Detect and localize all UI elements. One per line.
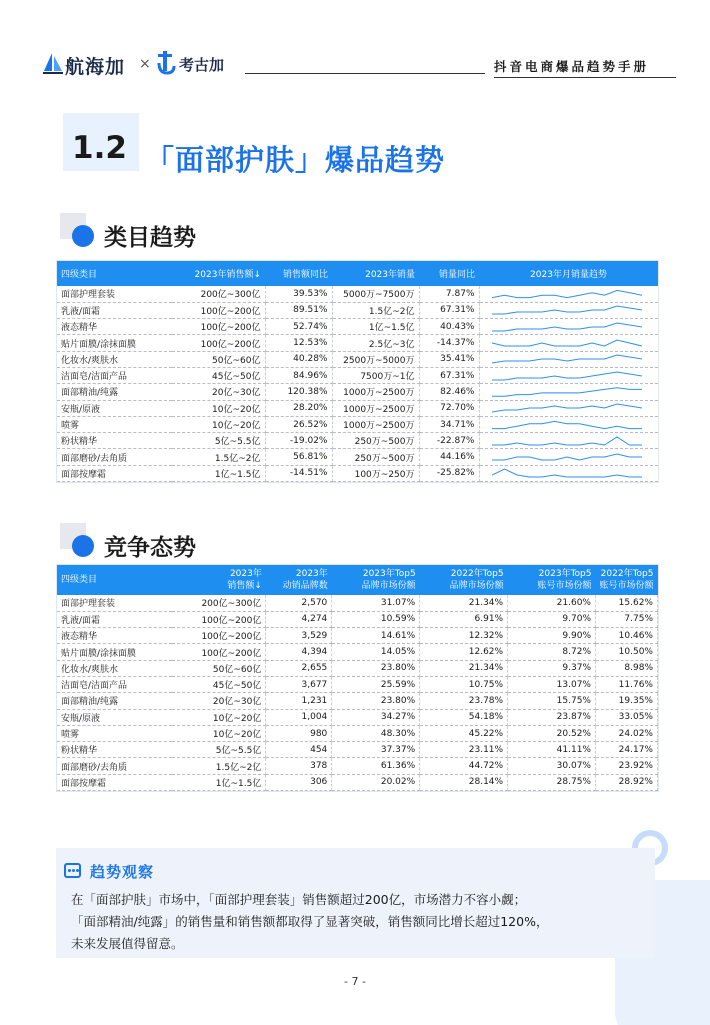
trend-cell	[479, 286, 658, 302]
table-cell: 34.27%	[332, 709, 420, 725]
trend-cell	[479, 416, 658, 432]
sparkline	[492, 340, 642, 346]
col-header: 销量同比	[419, 261, 479, 286]
table-row	[57, 725, 658, 741]
table-cell: 72.70%	[419, 400, 479, 416]
table-cell: 2,570	[266, 595, 332, 611]
table-cell: 24.17%	[596, 742, 658, 758]
col-header-line: 品牌市场份额	[361, 581, 416, 591]
table-cell: 200亿~300亿	[172, 286, 265, 302]
trend-observation-box	[56, 848, 655, 958]
table-cell: 23.87%	[508, 709, 596, 725]
table-cell: 化妆水/爽肤水	[57, 660, 172, 676]
table-cell: 3,529	[266, 628, 332, 644]
category-trend-heading	[60, 213, 360, 253]
table-cell: 1000万~2500万	[332, 384, 419, 400]
competition-table	[57, 565, 658, 791]
table-row	[57, 660, 658, 676]
table-cell: 10亿~20亿	[172, 416, 265, 432]
trend-cell	[479, 384, 658, 400]
table-row	[57, 433, 658, 449]
table-cell: 21.34%	[420, 595, 508, 611]
sparkline-chart	[492, 418, 642, 432]
table-cell: 200亿~300亿	[172, 595, 266, 611]
table-cell: 1000万~2500万	[332, 400, 419, 416]
page-title: 「面部护肤」爆品趋势	[145, 143, 446, 177]
table-cell: 14.61%	[332, 628, 420, 644]
table-cell: 50亿~60亿	[172, 351, 265, 367]
table-cell: 20亿~30亿	[172, 384, 265, 400]
table-cell: 250万~500万	[332, 449, 419, 465]
table-cell: 4,394	[266, 644, 332, 660]
table-cell: 13.07%	[508, 676, 596, 692]
table-row	[57, 384, 658, 400]
table-cell: 喷雾	[57, 416, 172, 432]
col-header-line: 2022年Top5	[600, 569, 654, 579]
col-header	[172, 565, 266, 595]
table-row	[57, 400, 658, 416]
category-trend-title: 类目趋势	[104, 225, 196, 251]
table-cell: 35.41%	[419, 351, 479, 367]
table-cell: -14.37%	[419, 335, 479, 351]
col-header-line: 2023年Top5	[362, 569, 416, 579]
table-cell: 9.70%	[508, 611, 596, 627]
table-cell: 54.18%	[420, 709, 508, 725]
sparkline	[492, 421, 642, 428]
table-cell: 28.20%	[265, 400, 332, 416]
table-cell: 乳液/面霜	[57, 611, 172, 627]
table-row	[57, 644, 658, 660]
table-cell: 45亿~50亿	[172, 676, 266, 692]
col-header	[508, 565, 596, 595]
table-cell: 28.75%	[508, 774, 596, 790]
table-cell: 2,655	[266, 660, 332, 676]
sparkline	[492, 323, 642, 331]
sparkline	[492, 306, 642, 314]
table-cell: 1亿~1.5亿	[172, 465, 265, 481]
table-cell: 20.02%	[332, 774, 420, 790]
page-header	[0, 0, 710, 90]
table-cell: 37.37%	[332, 742, 420, 758]
table-cell: 454	[266, 742, 332, 758]
sparkline	[492, 454, 642, 460]
table-header-row	[57, 565, 658, 595]
table-row	[57, 286, 658, 302]
table-cell: 20.52%	[508, 725, 596, 741]
table-cell: 30.07%	[508, 758, 596, 774]
competition-table-body	[57, 595, 658, 791]
col-header	[420, 565, 508, 595]
sparkline-chart	[492, 303, 642, 317]
table-cell: 250万~500万	[332, 433, 419, 449]
table-cell: 2500万~5000万	[332, 351, 419, 367]
col-header-line: 账号市场份额	[537, 581, 592, 591]
report-title: 抖音电商爆品趋势手册	[494, 59, 650, 74]
table-cell: -22.87%	[419, 433, 479, 449]
table-cell: 2.5亿~3亿	[332, 335, 419, 351]
table-cell: 8.98%	[596, 660, 658, 676]
table-cell: 3,677	[266, 676, 332, 692]
table-cell: 15.75%	[508, 693, 596, 709]
table-cell: 100亿~200亿	[172, 335, 265, 351]
sparkline-chart	[492, 450, 642, 464]
table-row	[57, 351, 658, 367]
table-cell: 12.53%	[265, 335, 332, 351]
sparkline-chart	[492, 352, 642, 366]
table-cell: 4,274	[266, 611, 332, 627]
table-cell: 10亿~20亿	[172, 725, 266, 741]
table-cell: 5亿~5.5亿	[172, 742, 266, 758]
table-cell: 6.91%	[420, 611, 508, 627]
col-header	[332, 565, 420, 595]
sparkline	[492, 404, 642, 412]
table-cell: 10.75%	[420, 676, 508, 692]
table-cell: 25.59%	[332, 676, 420, 692]
trend-cell	[479, 335, 658, 351]
table-row	[57, 416, 658, 432]
table-cell: 41.11%	[508, 742, 596, 758]
table-row	[57, 319, 658, 335]
table-cell: 306	[266, 774, 332, 790]
col-header-line: 账号市场份额	[599, 581, 654, 591]
category-table-body	[57, 286, 658, 482]
table-cell: 9.37%	[508, 660, 596, 676]
table-cell: 10.59%	[332, 611, 420, 627]
competition-title: 竞争态势	[104, 535, 196, 561]
table-cell: 40.28%	[265, 351, 332, 367]
sparkline	[492, 469, 642, 477]
col-header-line: 销售额↓	[227, 581, 262, 591]
table-header-row	[57, 261, 658, 286]
table-cell: 10.46%	[596, 628, 658, 644]
table-cell: 粉状精华	[57, 742, 172, 758]
table-row	[57, 611, 658, 627]
sparkline	[492, 290, 642, 297]
table-cell: 面部磨砂/去角质	[57, 758, 172, 774]
table-row	[57, 758, 658, 774]
col-header: 销售额同比	[265, 261, 332, 286]
page-number: - 7 -	[344, 975, 366, 988]
table-cell: 39.53%	[265, 286, 332, 302]
sparkline-chart	[492, 466, 642, 480]
col-header: 四级类目	[57, 261, 172, 286]
table-cell: 100亿~200亿	[172, 644, 266, 660]
table-row	[57, 676, 658, 692]
table-cell: 100亿~200亿	[172, 628, 266, 644]
table-cell: 贴片面膜/涂抹面膜	[57, 644, 172, 660]
col-header-line: 动销品牌数	[282, 581, 328, 591]
table-cell: -14.51%	[265, 465, 332, 481]
table-cell: 1000万~2500万	[332, 416, 419, 432]
table-cell: 24.02%	[596, 725, 658, 741]
col-header	[266, 565, 332, 595]
trend-cell	[479, 302, 658, 318]
table-row	[57, 302, 658, 318]
table-cell: 67.31%	[419, 302, 479, 318]
table-cell: 52.74%	[265, 319, 332, 335]
col-header	[596, 565, 658, 595]
heading-dot-icon	[72, 225, 94, 247]
table-cell: 12.62%	[420, 644, 508, 660]
observation-line: 在「面部护肤」市场中，「面部护理套装」销售额超过200亿，市场潜力不容小觑；	[71, 892, 527, 907]
sparkline	[492, 372, 642, 380]
chat-bubble-icon	[64, 863, 81, 878]
table-cell: 1亿~1.5亿	[332, 319, 419, 335]
table-cell: 5亿~5.5亿	[172, 433, 265, 449]
table-cell: 33.05%	[596, 709, 658, 725]
header-underline	[494, 77, 676, 78]
table-cell: 贴片面膜/涂抹面膜	[57, 335, 172, 351]
sparkline-chart	[492, 369, 642, 383]
section-number: 1.2	[72, 130, 127, 166]
col-header-line: 2023年Top5	[538, 569, 592, 579]
table-cell: 14.05%	[332, 644, 420, 660]
col-header-line: 2023年	[229, 569, 262, 579]
table-cell: 45亿~50亿	[172, 367, 265, 383]
brand-hanghaijia: 航海加	[65, 56, 126, 78]
heading-dot-icon	[72, 535, 94, 557]
table-cell: 40.43%	[419, 319, 479, 335]
table-cell: 液态精华	[57, 319, 172, 335]
table-cell: 11.76%	[596, 676, 658, 692]
col-header: 2023年销量	[332, 261, 419, 286]
trend-cell	[479, 433, 658, 449]
trend-cell	[479, 449, 658, 465]
sparkline-chart	[492, 287, 642, 301]
table-cell: 7.75%	[596, 611, 658, 627]
table-cell: 84.96%	[265, 367, 332, 383]
sparkline	[492, 355, 642, 363]
table-cell: 乳液/面霜	[57, 302, 172, 318]
trend-cell	[479, 319, 658, 335]
table-cell: 面部精油/纯露	[57, 693, 172, 709]
table-cell: 面部护理套装	[57, 595, 172, 611]
sparkline-chart	[492, 336, 642, 350]
table-cell: 61.36%	[332, 758, 420, 774]
sparkline-chart	[492, 385, 642, 399]
table-cell: 8.72%	[508, 644, 596, 660]
table-row	[57, 742, 658, 758]
table-cell: 23.78%	[420, 693, 508, 709]
observation-title: 趋势观察	[90, 863, 155, 881]
table-cell: 安瓶/原液	[57, 709, 172, 725]
table-cell: 23.92%	[596, 758, 658, 774]
table-cell: 1亿~1.5亿	[172, 774, 266, 790]
table-cell: 粉状精华	[57, 433, 172, 449]
table-row	[57, 595, 658, 611]
table-cell: 12.32%	[420, 628, 508, 644]
table-cell: 10亿~20亿	[172, 709, 266, 725]
table-cell: 面部护理套装	[57, 286, 172, 302]
table-cell: 56.81%	[265, 449, 332, 465]
table-cell: -25.82%	[419, 465, 479, 481]
table-cell: 980	[266, 725, 332, 741]
table-cell: 67.31%	[419, 367, 479, 383]
table-row	[57, 628, 658, 644]
table-cell: 21.60%	[508, 595, 596, 611]
table-cell: 31.07%	[332, 595, 420, 611]
table-cell: 化妆水/爽肤水	[57, 351, 172, 367]
brand-kaogujia: 考古加	[179, 56, 225, 74]
table-row	[57, 693, 658, 709]
table-cell: 28.14%	[420, 774, 508, 790]
table-cell: 120.38%	[265, 384, 332, 400]
col-header-line: 品牌市场份额	[449, 581, 504, 591]
table-cell: 44.16%	[419, 449, 479, 465]
category-trend-table	[57, 261, 658, 482]
table-cell: 面部按摩霜	[57, 465, 172, 481]
table-cell: 34.71%	[419, 416, 479, 432]
table-cell: 100万~250万	[332, 465, 419, 481]
col-header-line: 2023年	[295, 569, 328, 579]
table-row	[57, 449, 658, 465]
table-cell: 89.51%	[265, 302, 332, 318]
table-cell: 1,231	[266, 693, 332, 709]
table-cell: 82.46%	[419, 384, 479, 400]
sparkline	[492, 437, 642, 445]
table-cell: -19.02%	[265, 433, 332, 449]
table-cell: 安瓶/原液	[57, 400, 172, 416]
col-header-line: 四级类目	[61, 575, 98, 585]
sparkline-chart	[492, 401, 642, 415]
table-cell: 7500万~1亿	[332, 367, 419, 383]
table-cell: 44.72%	[420, 758, 508, 774]
table-cell: 19.35%	[596, 693, 658, 709]
observation-line: 未来发展值得留意。	[71, 936, 184, 951]
observation-line: 「面部精油/纯露」的销售量和销售额都取得了显著突破，销售额同比增长超过120%，	[71, 914, 549, 929]
table-cell: 23.80%	[332, 693, 420, 709]
table-row	[57, 774, 658, 790]
table-cell: 378	[266, 758, 332, 774]
table-cell: 7.87%	[419, 286, 479, 302]
sparkline-chart	[492, 320, 642, 334]
table-cell: 28.92%	[596, 774, 658, 790]
table-cell: 100亿~200亿	[172, 319, 265, 335]
trend-cell	[479, 367, 658, 383]
table-cell: 1,004	[266, 709, 332, 725]
table-cell: 9.90%	[508, 628, 596, 644]
table-cell: 面部按摩霜	[57, 774, 172, 790]
table-cell: 45.22%	[420, 725, 508, 741]
table-cell: 1.5亿~2亿	[172, 449, 265, 465]
table-cell: 23.11%	[420, 742, 508, 758]
table-cell: 1.5亿~2亿	[172, 758, 266, 774]
table-row	[57, 709, 658, 725]
sail-logo-icon	[43, 52, 63, 74]
col-header-line: 2022年Top5	[450, 569, 504, 579]
table-cell: 26.52%	[265, 416, 332, 432]
table-cell: 1.5亿~2亿	[332, 302, 419, 318]
table-cell: 100亿~200亿	[172, 611, 266, 627]
table-cell: 液态精华	[57, 628, 172, 644]
table-cell: 面部精油/纯露	[57, 384, 172, 400]
table-cell: 48.30%	[332, 725, 420, 741]
sparkline	[492, 388, 642, 397]
competition-heading	[60, 523, 360, 563]
table-cell: 10亿~20亿	[172, 400, 265, 416]
table-cell: 21.34%	[420, 660, 508, 676]
header-divider	[245, 73, 485, 74]
table-cell: 洁面皂/洁面产品	[57, 676, 172, 692]
table-row	[57, 465, 658, 481]
col-header: 2023年销售额↓	[172, 261, 265, 286]
col-header: 2023年月销量趋势	[479, 261, 658, 286]
table-cell: 15.62%	[596, 595, 658, 611]
table-cell: 20亿~30亿	[172, 693, 266, 709]
col-header	[57, 565, 172, 595]
table-cell: 10.50%	[596, 644, 658, 660]
trend-cell	[479, 400, 658, 416]
table-row	[57, 367, 658, 383]
table-cell: 洁面皂/洁面产品	[57, 367, 172, 383]
table-cell: 面部磨砂/去角质	[57, 449, 172, 465]
trend-cell	[479, 351, 658, 367]
sparkline-chart	[492, 434, 642, 448]
table-row	[57, 335, 658, 351]
table-cell: 100亿~200亿	[172, 302, 265, 318]
table-cell: 23.80%	[332, 660, 420, 676]
table-cell: 5000万~7500万	[332, 286, 419, 302]
table-cell: 喷雾	[57, 725, 172, 741]
times-sign: ×	[139, 56, 151, 72]
trend-cell	[479, 465, 658, 481]
kaogujia-logo-icon	[155, 51, 177, 75]
table-cell: 50亿~60亿	[172, 660, 266, 676]
